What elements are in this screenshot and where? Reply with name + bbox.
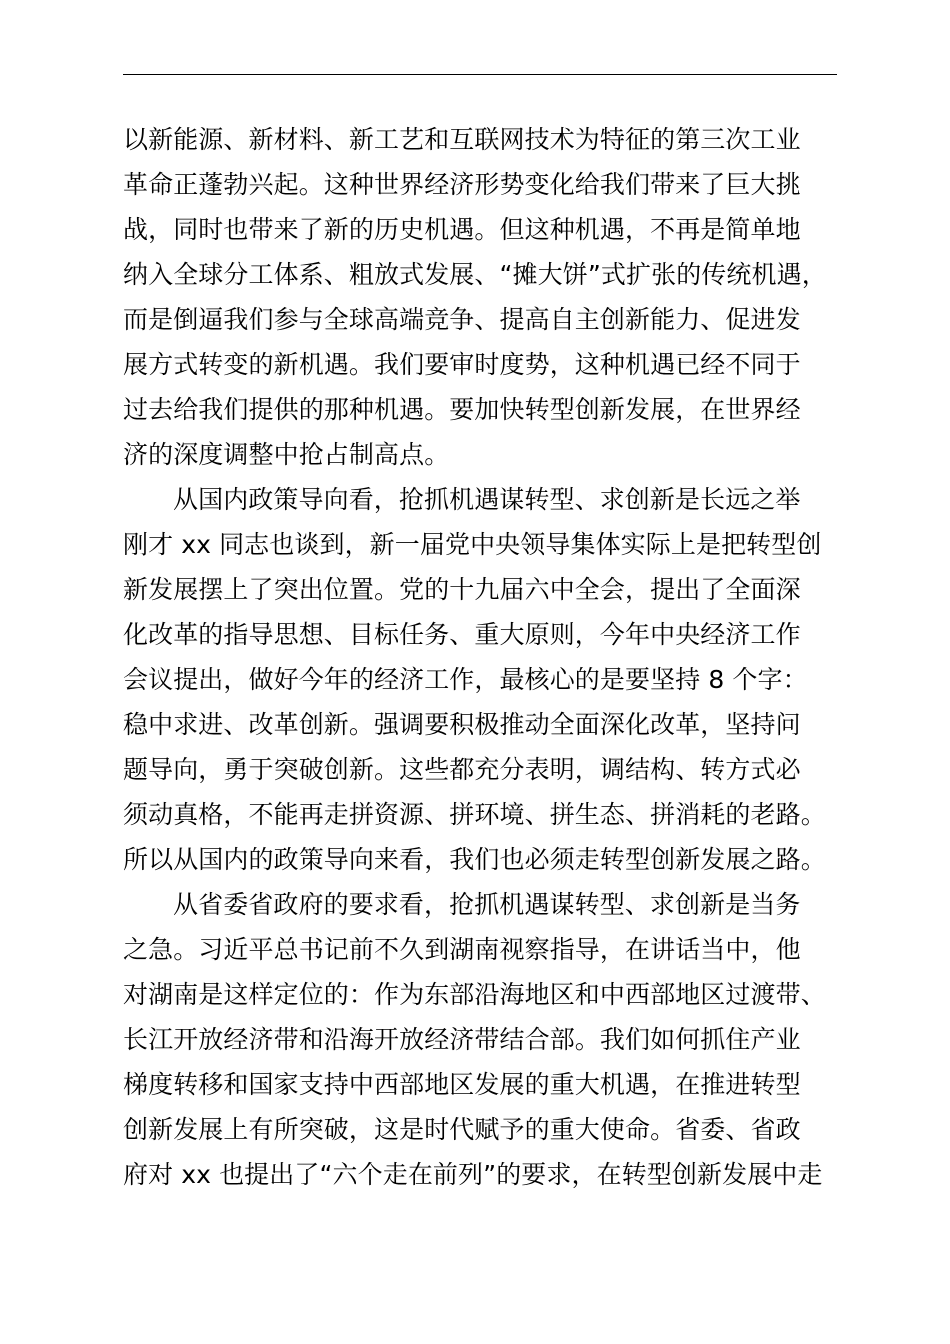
text-line: 过去给我们提供的那种机遇。要加快转型创新发展，在世界经	[123, 395, 801, 424]
text-line: 化改革的指导思想、目标任务、重大原则，今年中央经济工作	[123, 620, 801, 649]
paragraph-first-line: 从国内政策导向看，抢抓机遇谋转型、求创新是长远之举	[173, 485, 801, 514]
paragraph-first-line: 从省委省政府的要求看，抢抓机遇谋转型、求创新是当务	[173, 890, 801, 919]
text-line: 纳入全球分工体系、粗放式发展、“摊大饼”式扩张的传统机遇，	[123, 260, 827, 289]
text-line: 长江开放经济带和沿海开放经济带结合部。我们如何抓住产业	[123, 1025, 801, 1054]
text-line: 战，同时也带来了新的历史机遇。但这种机遇，不再是简单地	[123, 215, 801, 244]
text-line: 创新发展上有所突破，这是时代赋予的重大使命。省委、省政	[123, 1115, 801, 1144]
text-line: 稳中求进、改革创新。强调要积极推动全面深化改革，坚持问	[123, 710, 801, 739]
text-line: 之急。习近平总书记前不久到湖南视察指导，在讲话当中，他	[123, 935, 801, 964]
text-line: 济的深度调整中抢占制高点。	[123, 440, 450, 469]
text-line: 革命正蓬勃兴起。这种世界经济形势变化给我们带来了巨大挑	[123, 170, 801, 199]
text-line: 题导向，勇于突破创新。这些都充分表明，调结构、转方式必	[123, 755, 801, 784]
text-line: 梯度转移和国家支持中西部地区发展的重大机遇，在推进转型	[123, 1070, 801, 1099]
header-rule	[123, 74, 837, 75]
text-line: 新发展摆上了突出位置。党的十九届六中全会，提出了全面深	[123, 575, 801, 604]
text-line: 以新能源、新材料、新工艺和互联网技术为特征的第三次工业	[123, 125, 801, 154]
text-line: 会议提出，做好今年的经济工作，最核心的是要坚持 8 个字：	[123, 665, 808, 694]
text-line: 刚才 xx 同志也谈到，新一届党中央领导集体实际上是把转型创	[123, 530, 822, 559]
text-line: 须动真格，不能再走拼资源、拼环境、拼生态、拼消耗的老路。	[123, 800, 826, 829]
text-line: 府对 xx 也提出了“六个走在前列”的要求，在转型创新发展中走	[123, 1160, 823, 1189]
text-line: 对湖南是这样定位的：作为东部沿海地区和中西部地区过渡带、	[123, 980, 826, 1009]
text-line: 展方式转变的新机遇。我们要审时度势，这种机遇已经不同于	[123, 350, 801, 379]
text-line: 所以从国内的政策导向来看，我们也必须走转型创新发展之路。	[123, 845, 826, 874]
text-line: 而是倒逼我们参与全球高端竞争、提高自主创新能力、促进发	[123, 305, 801, 334]
